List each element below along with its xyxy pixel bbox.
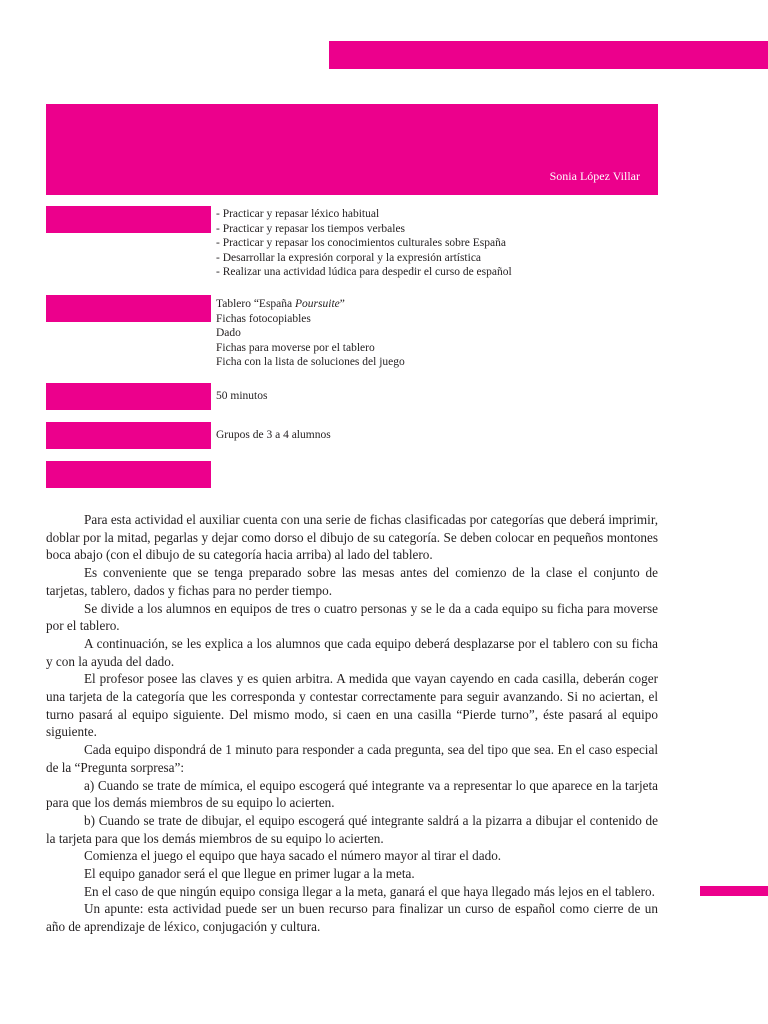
body-paragraph: Comienza el juego el equipo que haya sacado el número mayor al tirar el dado.: [84, 848, 502, 864]
side-accent-bar: [700, 886, 768, 896]
objective-item: - Practicar y repasar los tiempos verbales: [216, 222, 406, 235]
duration-label-block: [46, 383, 211, 410]
materials-label-block: [46, 295, 211, 322]
board-prefix: Tablero “España: [216, 298, 296, 310]
body-paragraph: b) Cuando se trate de dibujar, el equipo escogerá qué integrante saldrá a la pizarra a dibujar el contenido de la tarjeta para que los demás miembros de su equipo lo acierten.: [46, 812, 658, 846]
material-item: Fichas fotocopiables: [216, 312, 311, 325]
body-paragraph: Se divide a los alumnos en equipos de tres o cuatro personas y se le da a cada equipo su ficha para moverse por el tablero.: [46, 600, 658, 634]
board-italic: Poursuite: [295, 298, 340, 310]
material-item-board: [216, 297, 405, 312]
development-body: [46, 511, 658, 936]
body-paragraph: El equipo ganador será el que llegue en primer lugar a la meta.: [84, 866, 415, 882]
body-paragraph: Para esta actividad el auxiliar cuenta con una serie de fichas clasificadas por categorías que deberá imprimir, doblar por la mitad, pegarlas y dejar como dorso el dibujo de su categoría. Se deben colocar en pequeños montones boca abajo (con el dibujo de su categoría hacia arriba) al lado del tablero.: [46, 512, 658, 563]
materials-list: [216, 297, 405, 370]
objectives-label-block: [46, 206, 211, 233]
top-accent-bar: [329, 41, 768, 69]
body-paragraph: El profesor posee las claves y es quien arbitra. A medida que vayan cayendo en cada casilla, deberán coger una tarjeta de la categoría que les corresponda y contestar correctamente para seguir avanzando. Si no aciertan, el turno pasará al equipo siguiente. Del mismo modo, si caen en una casilla “Pierde turno”, éste pasará al equipo siguiente.: [46, 671, 658, 740]
body-paragraph: a) Cuando se trate de mímica, el equipo escogerá qué integrante va a representar lo que aparece en la tarjeta para que los demás miembros de su equipo lo acierten.: [46, 777, 658, 811]
body-paragraph: En el caso de que ningún equipo consiga llegar a la meta, ganará el que haya llegado más lejos en el tablero.: [84, 883, 655, 899]
body-paragraph: Cada equipo dispondrá de 1 minuto para responder a cada pregunta, sea del tipo que sea. En el caso especial de la “Pregunta sorpresa”:: [46, 742, 658, 775]
objective-item: - Practicar y repasar los conocimientos culturales sobre España: [216, 237, 506, 250]
body-paragraph: Un apunte: esta actividad puede ser un buen recurso para finalizar un curso de español como cierre de un año de aprendizaje de léxico, conjugación y cultura.: [46, 901, 658, 935]
material-item: Ficha con la lista de soluciones del juego: [216, 356, 405, 369]
grouping-text: Grupos de 3 a 4 alumnos: [216, 429, 331, 441]
objective-item: - Practicar y repasar léxico habitual: [216, 208, 380, 220]
objective-item: - Desarrollar la expresión corporal y la expresión artística: [216, 251, 482, 264]
material-item: Dado: [216, 327, 241, 340]
grouping-label-block: [46, 422, 211, 449]
material-item: Fichas para moverse por el tablero: [216, 341, 375, 354]
board-suffix: ”: [339, 298, 345, 310]
objective-item: - Realizar una actividad lúdica para despedir el curso de español: [216, 266, 512, 279]
development-label-block: [46, 461, 211, 488]
duration-text: 50 minutos: [216, 390, 268, 402]
objectives-list: [216, 207, 512, 280]
body-paragraph: Es conveniente que se tenga preparado sobre las mesas antes del comienzo de la clase el conjunto de tarjetas, tablero, dados y fichas para no perder tiempo.: [46, 565, 658, 598]
author-name: Sonia López Villar: [549, 169, 640, 183]
body-paragraph: A continuación, se les explica a los alumnos que cada equipo deberá desplazarse por el tablero con su ficha y con la ayuda del dado.: [46, 635, 658, 669]
title-band: [46, 104, 658, 195]
